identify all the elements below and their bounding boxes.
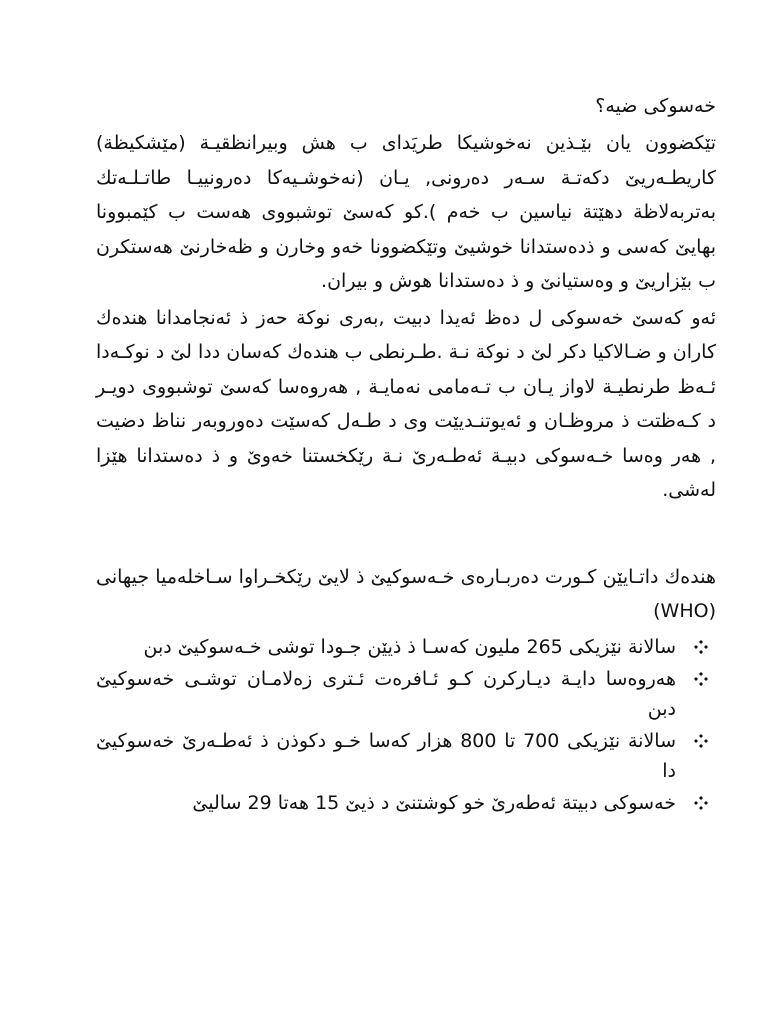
list-item xyxy=(96,632,716,662)
paragraph-symptoms: ئەو کەسێ خەسوکی ل دەظ ئەیدا دبیت ,بەری نوکة حەز ذ ئەنجامدانا هندەك کاران و ضـالاکیا دکر لێ د نوکة نـة .طـرنطی ب هندەك کەسان ددا لێ د نوکـەدا ئـەظ طرنطیـة لاواز یـان ب تـەمامی نەمایـة , هەروەسا کەسێ توشبووی دویـر د کـەظتت ذ مروظـان و ئەیوتنـدیێت وی د طـەل کەسێت دەوروبەر نناظ دضیت , هەر وەسا خـەسوکی دبیـة ئەطـەرێ نـة رێکخستنا خەوێ و ذ دەستدانا هێزا لەشی. xyxy=(96,306,716,501)
list-item-text: هەروەسا دایـة دیـارکرن کـو ئـافرەت ئـتری زەلامـان توشـی خەسوکیێ دبن xyxy=(96,667,676,720)
four-diamond-bullet-icon xyxy=(692,632,710,662)
who-intro: هندەك داتـایێن کـورت دەربـارەی خـەسوکیێ ذ لایێ رێکخـراوا سـاخلەمیا جیهانی (WHO) xyxy=(96,565,716,622)
four-diamond-bullet-icon xyxy=(692,788,710,818)
four-diamond-bullet-icon xyxy=(692,726,710,756)
list-item-text: سالانة نێزیکی 700 تا 800 هزار کەسا خـو دکوذن ذ ئەطـەرێ خەسوکیێ دا xyxy=(96,729,676,782)
list-item-text: سالانة نێزیکی 265 ملیون کەسـا ذ ذیێن جـودا توشی خـەسوکیێ دبن xyxy=(143,635,676,658)
list-item xyxy=(96,664,716,724)
document-title: خەسوکی ضیە؟ xyxy=(595,95,716,117)
list-item xyxy=(96,788,716,818)
list-item xyxy=(96,726,716,786)
section-spacer xyxy=(96,508,716,560)
who-facts-list xyxy=(96,632,716,818)
four-diamond-bullet-icon xyxy=(692,664,710,694)
list-item-text: خەسوکی دبیتة ئەطەرێ خو کوشتنێ د ذیێ 15 هەتا 29 سالیێ xyxy=(192,791,676,814)
paragraph-definition: تێکضوون یان بێـذین نەخوشیکا طریَدای ب هش وبیرانظقیـة (مێشکیظة) کاریطـەریێ دکەتـة سـەر دەرونی, یـان (نەخوشـیەکا دەرونییـا طاتـلـەتك بەتربەلاظة دهێتة نیاسین ب خەم ).کو کەسێ توشبووی هەست ب کێمبوونا بهایێ کەسی و ذدەستدانا خوشیێ وتێکضوونا خەو وخارن و ظەخارنێ هەستکرن ب بێزاریێ و وەستیانێ و ذ دەستدانا هوش و بیران. xyxy=(96,132,716,292)
